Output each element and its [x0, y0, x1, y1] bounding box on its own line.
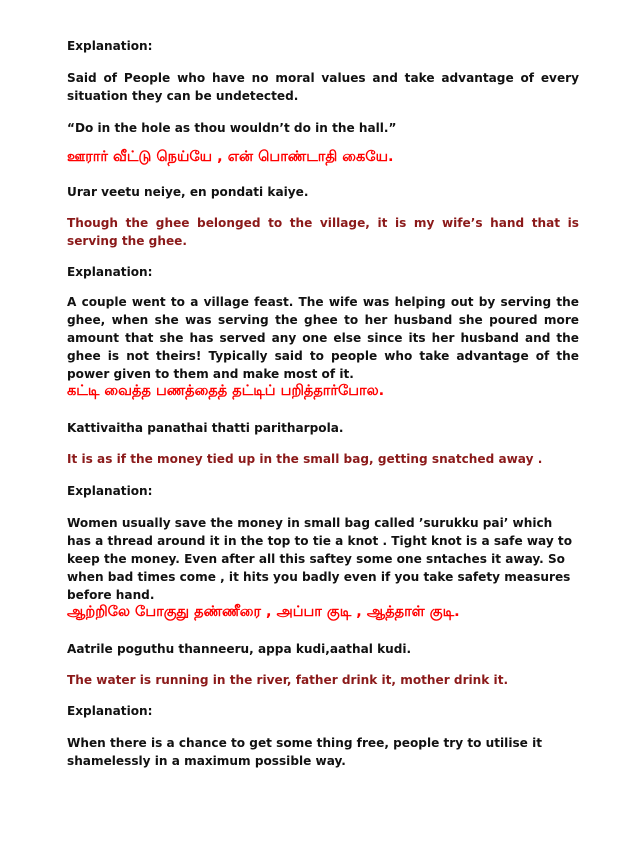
transliteration: Aatrile poguthu thanneeru, appa kudi,aathal kudi. [67, 642, 412, 656]
translation: It is as if the money tied up in the small bag, getting snatched away . [67, 452, 543, 466]
translation: Though the ghee belonged to the village, it is my wife’s hand that is serving the ghee. [67, 216, 579, 248]
english-proverb: “Do in the hole as thou wouldn’t do in the hall.” [67, 121, 397, 135]
tamil-proverb: ஊரார் வீட்டு நெய்யே , என் பொண்டாதி கையே. [67, 149, 394, 165]
tamil-proverb: கட்டி வைத்த பணத்தைத் தட்டிப் பறித்தார்போல. [67, 383, 385, 399]
explanation-heading: Explanation: [67, 265, 153, 279]
explanation-text: Said of People who have no moral values and take advantage of every situation they can be undetected. [67, 71, 579, 103]
explanation-heading: Explanation: [67, 39, 153, 53]
explanation-heading: Explanation: [67, 484, 153, 498]
explanation-text: Women usually save the money in small bag called ’surukku pai’ which has a thread around it in the top to tie a knot . Tight knot is a safe way to keep the money. Even after all this saftey some one sntaches it away. So when bad times come , it hits you badly even if you take safety measures before hand. [67, 516, 572, 602]
translation: The water is running in the river, father drink it, mother drink it. [67, 673, 509, 687]
transliteration: Kattivaitha panathai thatti paritharpola. [67, 421, 344, 435]
explanation-text: When there is a chance to get some thing free, people try to utilise it shamelessly in a maximum possible way. [67, 736, 543, 768]
transliteration: Urar veetu neiye, en pondati kaiye. [67, 185, 309, 199]
tamil-proverb: ஆற்றிலே போகுது தண்ணீரை , அப்பா குடி , ஆத்தாள் குடி. [67, 604, 460, 620]
explanation-text: A couple went to a village feast. The wife was helping out by serving the ghee, when she was serving the ghee to her husband she poured more amount that she has served any one else since its her husband and the ghee is not theirs! Typically said to people who take advantage of the power given to them and make most of it. [67, 295, 579, 381]
explanation-heading: Explanation: [67, 704, 153, 718]
